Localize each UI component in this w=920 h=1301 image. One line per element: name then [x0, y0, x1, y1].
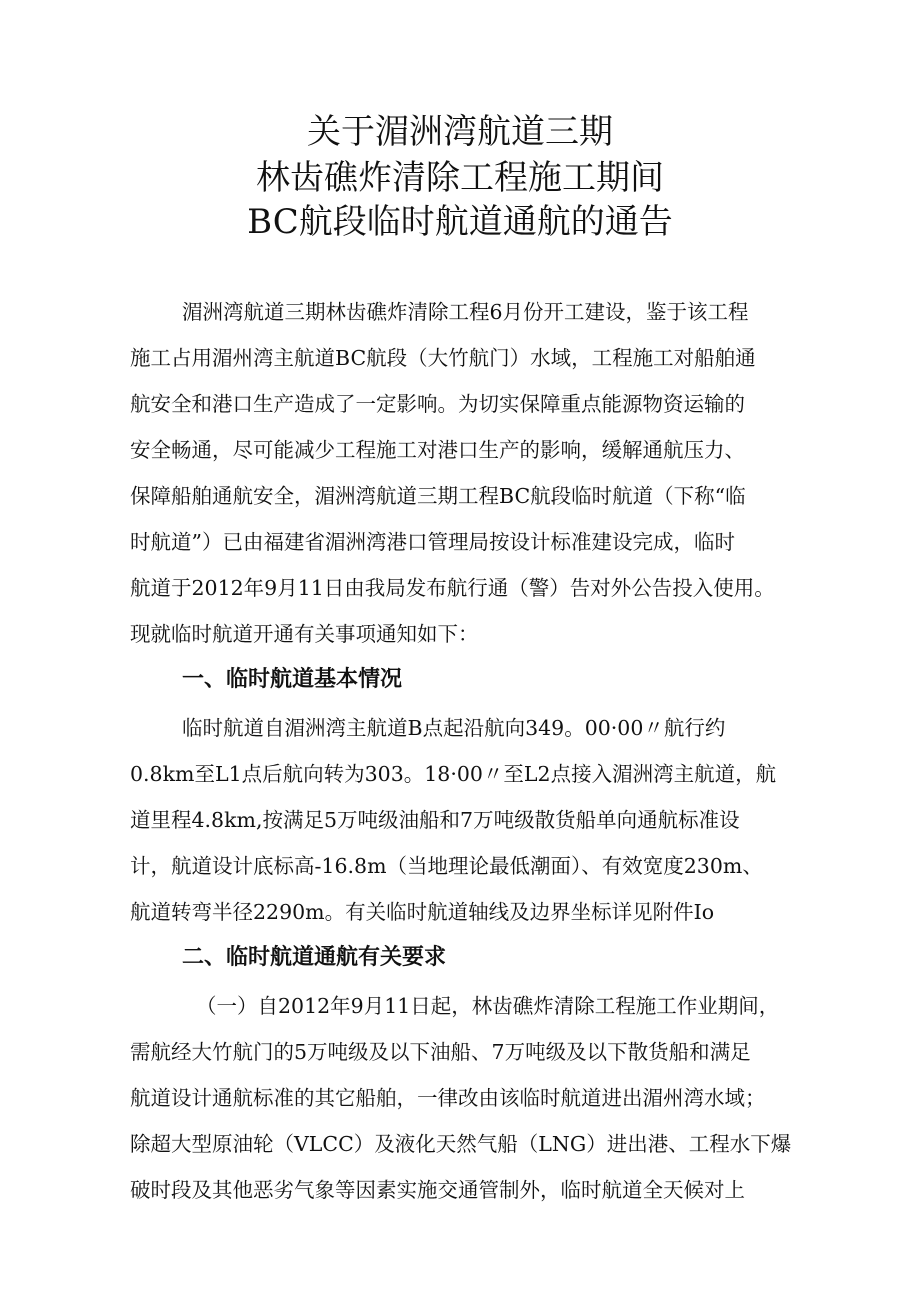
- intro-line: 时航道”）已由福建省湄洲湾港口管理局按设计标准建设完成，临时: [130, 530, 735, 554]
- document-title-line-3: BC航段临时航道通航的通告: [247, 202, 673, 242]
- section-1-line: 航道转弯半径2290m。有关临时航道轴线及边界坐标详见附件Io: [130, 900, 715, 924]
- intro-line: 施工占用湄州湾主航道BC航段（大竹航门）水域，工程施工对船舶通: [130, 346, 756, 370]
- section-2-line: 除超大型原油轮（VLCC）及液化天然气船（LNG）进出港、工程水下爆: [130, 1132, 792, 1156]
- section-1-heading: 一、临时航道基本情况: [182, 667, 403, 692]
- intro-line: 航道于2012年9月11日由我局发布航行通（警）告对外公告投入使用。: [130, 576, 775, 600]
- intro-line: 航安全和港口生产造成了一定影响。为切实保障重点能源物资运输的: [130, 392, 745, 416]
- section-2-line: 破时段及其他恶劣气象等因素实施交通管制外，临时航道全天候对上: [130, 1178, 745, 1202]
- section-2-line: 航道设计通航标准的其它船舶，一律改由该临时航道进出湄州湾水域；: [130, 1086, 766, 1110]
- section-2-line: 需航经大竹航门的5万吨级及以下油船、7万吨级及以下散货船和满足: [130, 1040, 751, 1064]
- section-1-line: 计，航道设计底标高-16.8m（当地理论最低潮面）、有效宽度230m、: [130, 854, 763, 878]
- document-title-line-1: 关于湄洲湾航道三期: [307, 112, 613, 152]
- intro-line: 现就临时航道开通有关事项通知如下：: [130, 622, 479, 646]
- section-1-line: 道里程4.8km,按满足5万吨级油船和7万吨级散货船单向通航标准设: [130, 808, 740, 832]
- intro-line: 湄洲湾航道三期林齿礁炸清除工程6月份开工建设，鉴于该工程: [182, 300, 749, 324]
- section-1-line: 0.8km至L1点后航向转为303。18·00〃至L2点接入湄洲湾主航道，航: [130, 762, 777, 786]
- section-2-line: （一）自2012年9月11日起，林齿礁炸清除工程施工作业期间，: [196, 994, 780, 1018]
- document-title-line-2: 林齿礁炸清除工程施工期间: [256, 158, 664, 198]
- section-1-line: 临时航道自湄洲湾主航道B点起沿航向349。00·00〃航行约: [182, 716, 726, 740]
- intro-line: 保障船舶通航安全，湄洲湾航道三期工程BC航段临时航道（下称“临: [130, 484, 746, 508]
- section-2-heading: 二、临时航道通航有关要求: [182, 945, 447, 970]
- intro-line: 安全畅通，尽可能减少工程施工对港口生产的影响，缓解通航压力、: [130, 438, 745, 462]
